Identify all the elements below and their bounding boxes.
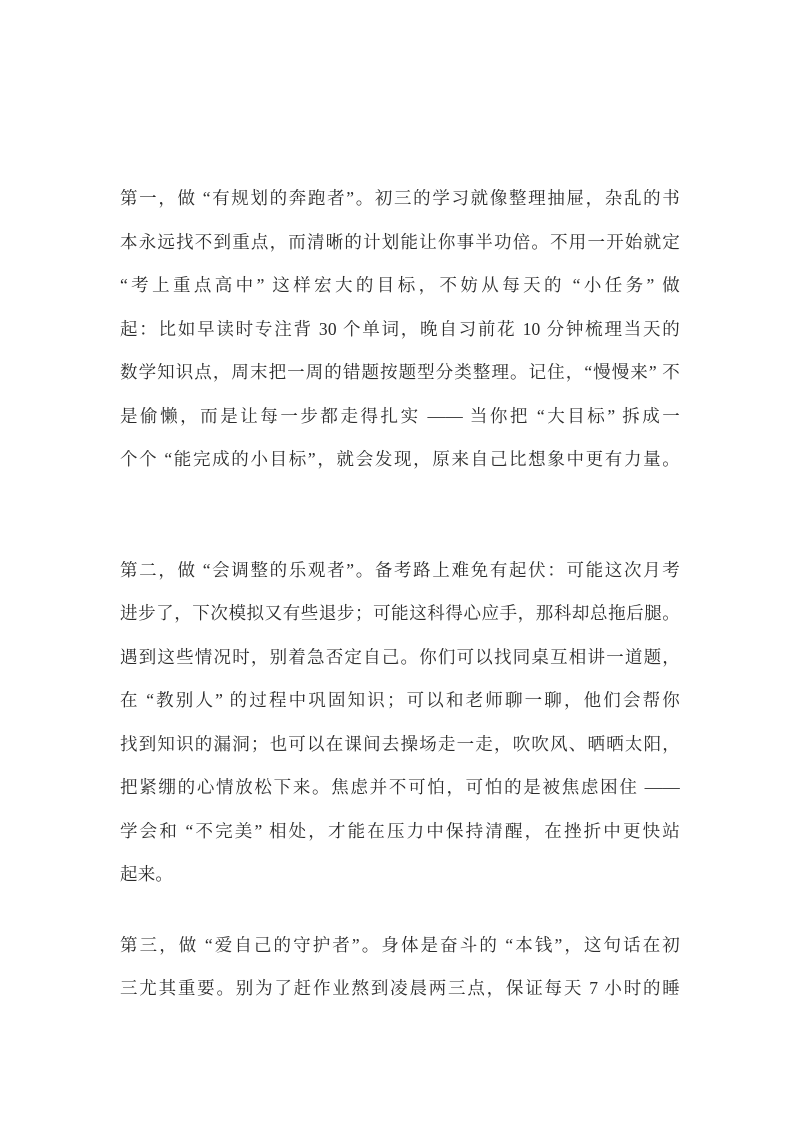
- text-line: 进步了，下次模拟又有些退步；可能这科得心应手，那科却总拖后腿。: [120, 603, 680, 623]
- text-line: 个个 “能完成的小目标”，就会发现，原来自己比想象中更有力量。: [120, 449, 680, 469]
- text-line: 第一，做 “有规划的奔跑者”。初三的学习就像整理抽屉，杂乱的书: [120, 188, 680, 208]
- text-line: 三尤其重要。别为了赶作业熬到凌晨两三点，保证每天 7 小时的睡: [120, 978, 680, 998]
- text-line: 本永远找不到重点，而清晰的计划能让你事半功倍。不用一开始就定: [120, 231, 680, 252]
- text-body: [120, 177, 680, 1011]
- text-line: 遇到这些情况时，别着急否定自己。你们可以找同桌互相讲一道题，: [120, 646, 680, 667]
- paragraph-1: [120, 177, 680, 482]
- text-line: 学会和 “不完美” 相处，才能在压力中保持清醒，在挫折中更快站: [120, 820, 680, 841]
- text-line: 找到知识的漏洞；也可以在课间去操场走一走，吹吹风、晒晒太阳，: [120, 733, 680, 754]
- text-line: 第三，做 “爱自己的守护者”。身体是奋斗的 “本钱”，这句话在初: [120, 934, 680, 955]
- text-line: 把紧绷的心情放松下来。焦虑并不可怕，可怕的是被焦虑困住 ——: [120, 777, 680, 797]
- text-line: “考上重点高中” 这样宏大的目标，不妨从每天的 “小任务” 做: [120, 275, 680, 295]
- text-line: 在 “教别人” 的过程中巩固知识；可以和老师聊一聊，他们会帮你: [120, 690, 680, 710]
- paragraph-3: [120, 924, 680, 1011]
- text-line: 第二，做 “会调整的乐观者”。备考路上难免有起伏：可能这次月考: [120, 559, 680, 580]
- text-line: 起：比如早读时专注背 30 个单词，晚自习前花 10 分钟梳理当天的: [120, 318, 680, 339]
- text-line: 起来。: [120, 864, 174, 884]
- text-line: 是偷懒，而是让每一步都走得扎实 —— 当你把 “大目标” 拆成一: [120, 405, 680, 426]
- text-line: 数学知识点，周末把一周的错题按题型分类整理。记住，“慢慢来” 不: [120, 362, 680, 382]
- paragraph-2: [120, 549, 680, 897]
